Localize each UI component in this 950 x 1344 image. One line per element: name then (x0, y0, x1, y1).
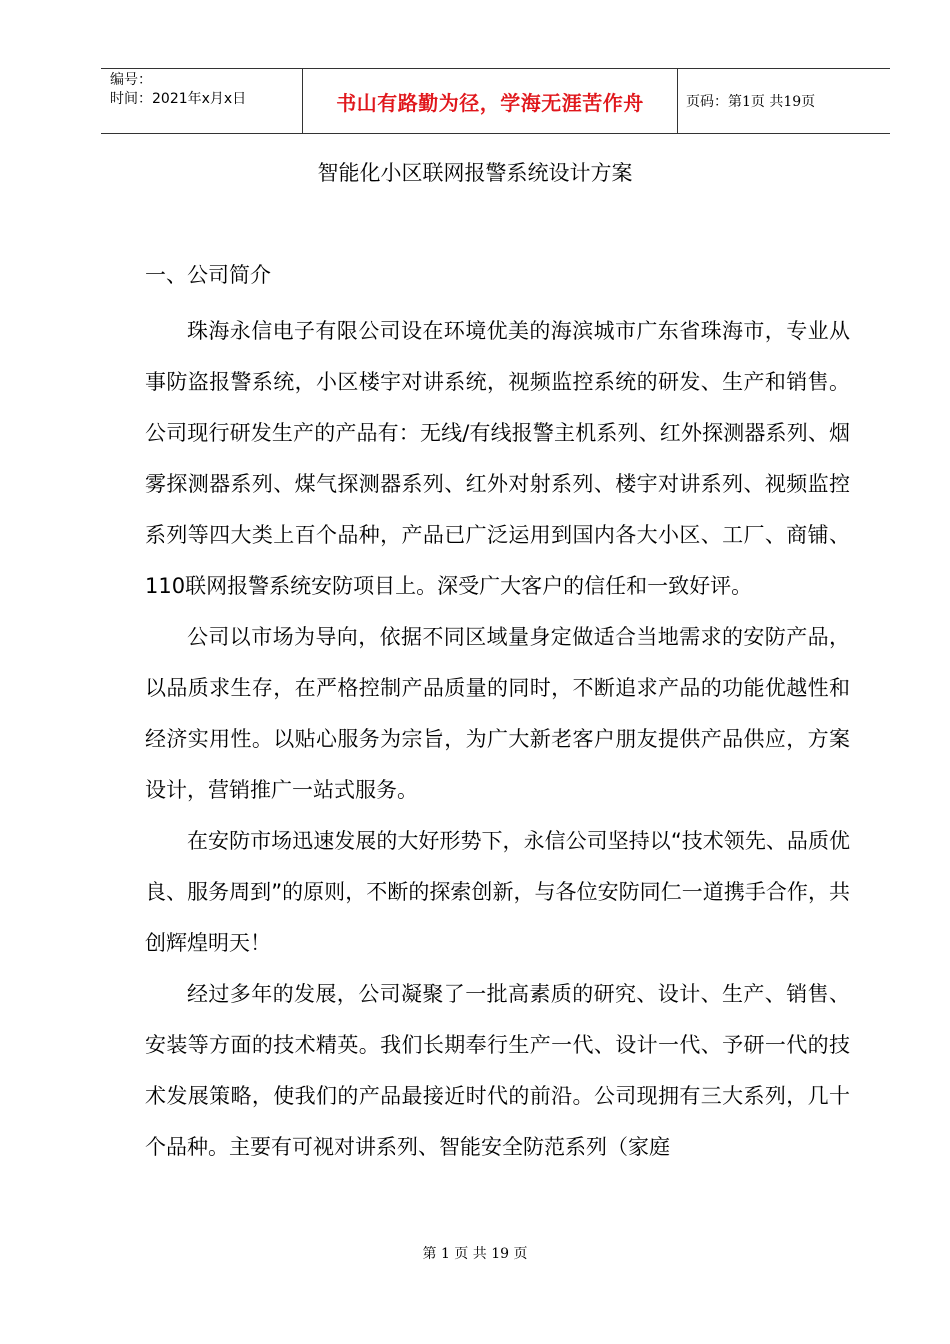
document-time-label: 时间：2021年x月x日 (110, 91, 247, 107)
document-header (101, 68, 890, 134)
paragraph-1: 珠海永信电子有限公司设在环境优美的海滨城市广东省珠海市，专业从事防盗报警系统，小区楼宇对讲系统，视频监控系统的研发、生产和销售。公司现行研发生产的产品有：无线/有线报警主机系列、红外探测器系列、烟雾探测器系列、煤气探测器系列、红外对射系列、楼宇对讲系列、视频监控系列等四大类上百个品种，产品已广泛运用到国内各大小区、工厂、商铺、110联网报警系统安防项目上。深受广大客户的信任和一致好评。 (145, 319, 850, 598)
paragraph-3: 在安防市场迅速发展的大好形势下，永信公司坚持以“技术领先、品质优良、服务周到”的原则，不断的探索创新，与各位安防同仁一道携手合作，共创辉煌明天！ (145, 829, 850, 955)
page-footer: 第 1 页 共 19 页 (422, 1246, 528, 1262)
header-motto: 书山有路勤为径，学海无涯苦作舟 (336, 90, 644, 115)
header-motto-cell (303, 69, 678, 133)
header-page-info-cell (678, 69, 890, 133)
document-body (145, 255, 850, 1173)
section-heading: 一、公司简介 (145, 263, 271, 287)
header-page-info: 页码：第1页 共19页 (686, 94, 816, 110)
header-meta (101, 69, 303, 133)
document-title: 智能化小区联网报警系统设计方案 (317, 161, 633, 185)
document-number-label: 编号： (110, 72, 152, 88)
paragraph-4: 经过多年的发展，公司凝聚了一批高素质的研究、设计、生产、销售、安装等方面的技术精英。我们长期奉行生产一代、设计一代、予研一代的技术发展策略，使我们的产品最接近时代的前沿。公司现拥有三大系列，几十个品种。主要有可视对讲系列、智能安全防范系列（家庭 (145, 982, 850, 1159)
paragraph-2: 公司以市场为导向，依据不同区域量身定做适合当地需求的安防产品，以品质求生存，在严格控制产品质量的同时，不断追求产品的功能优越性和经济实用性。以贴心服务为宗旨，为广大新老客户朋友提供产品供应，方案设计，营销推广一站式服务。 (145, 625, 850, 802)
